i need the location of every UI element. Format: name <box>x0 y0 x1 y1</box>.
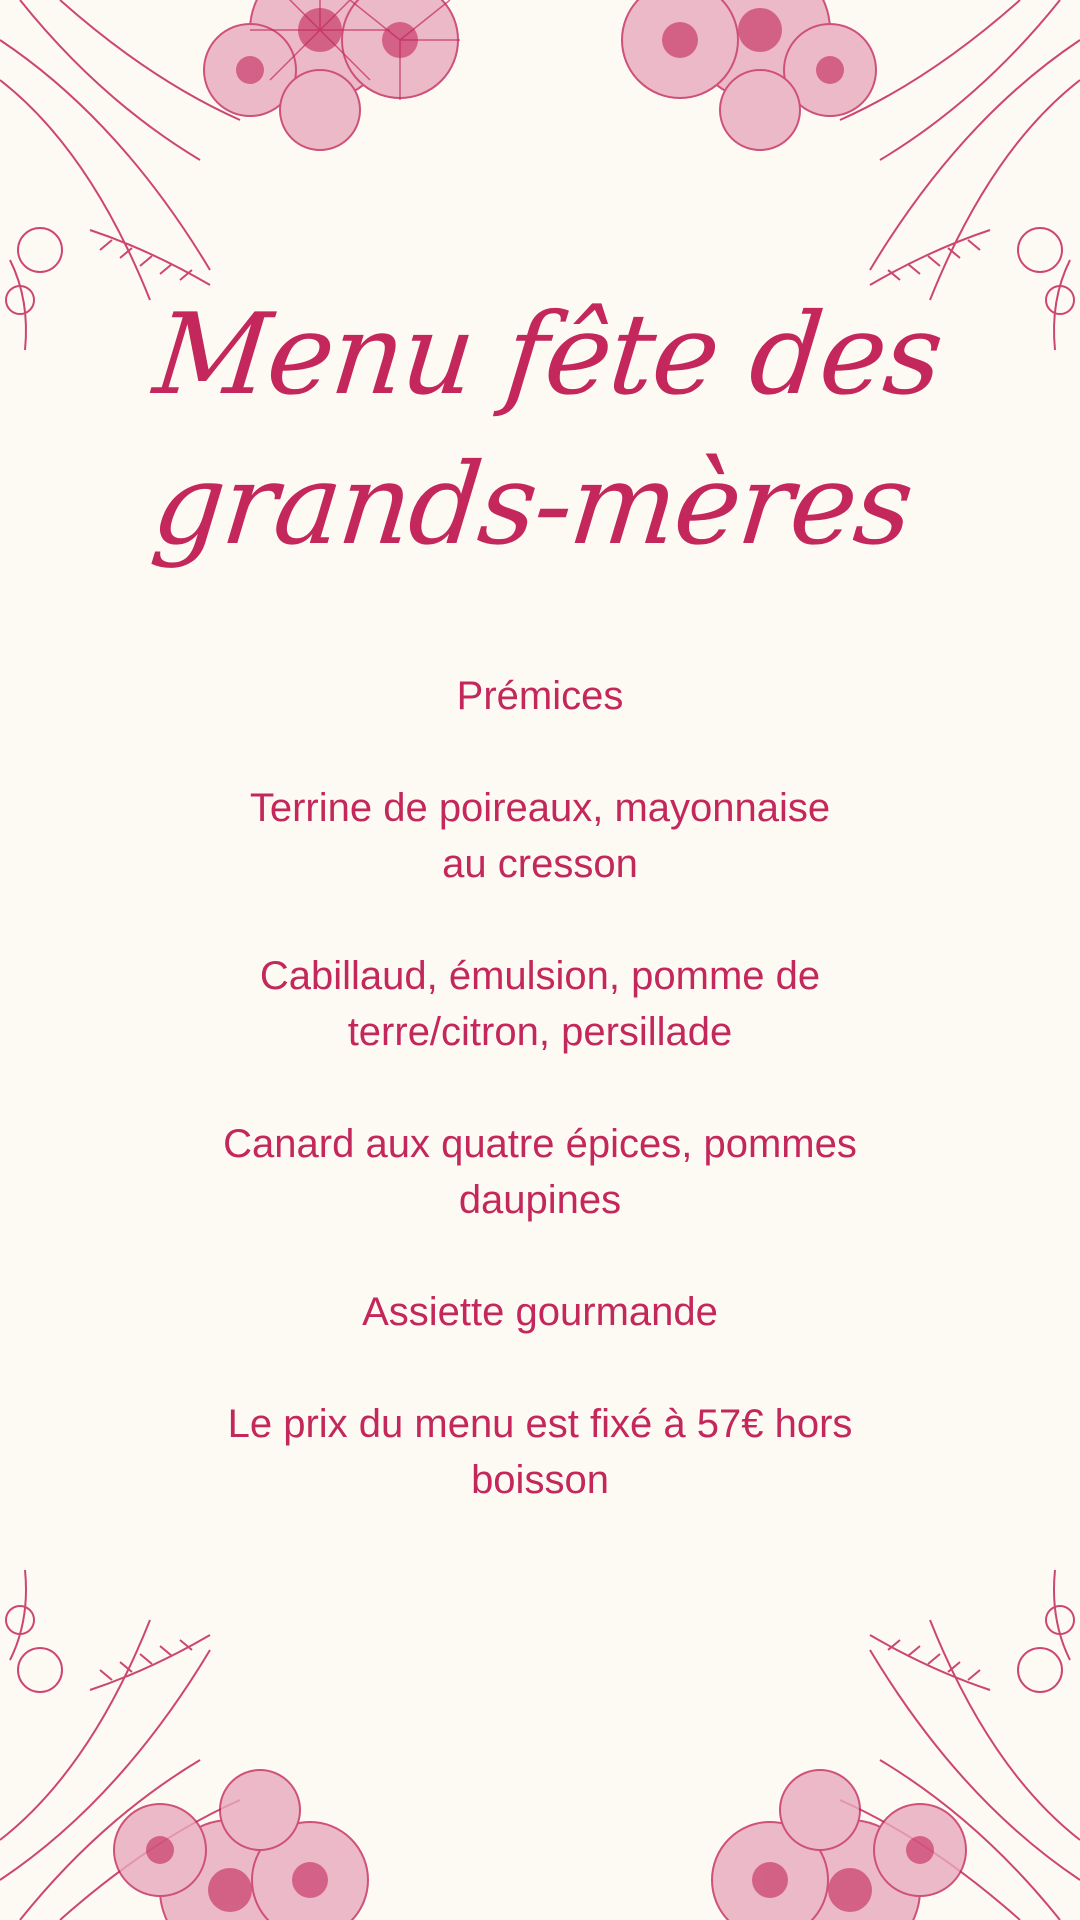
menu-item-dessert: Assiette gourmande <box>362 1290 718 1334</box>
title-line-2: grands-mères <box>146 440 918 570</box>
menu-item-cabillaud: Cabillaud, émulsion, pomme de terre/citron, persillade <box>259 954 821 1054</box>
title-line-1: Menu fête des <box>148 290 948 420</box>
menu-item-terrine: Terrine de poireaux, mayonnaise au cresson <box>249 786 831 886</box>
menu-price-note: Le prix du menu est fixé à 57€ hors boisson <box>227 1402 853 1502</box>
menu-item-canard: Canard aux quatre épices, pommes daupines <box>223 1122 857 1222</box>
menu-list <box>140 668 940 1564</box>
page-title <box>124 280 956 580</box>
floral-corner-bottom-right-icon <box>540 1540 1080 1920</box>
floral-corner-bottom-left-icon <box>0 1540 540 1920</box>
menu-item-starter: Prémices <box>456 674 624 718</box>
